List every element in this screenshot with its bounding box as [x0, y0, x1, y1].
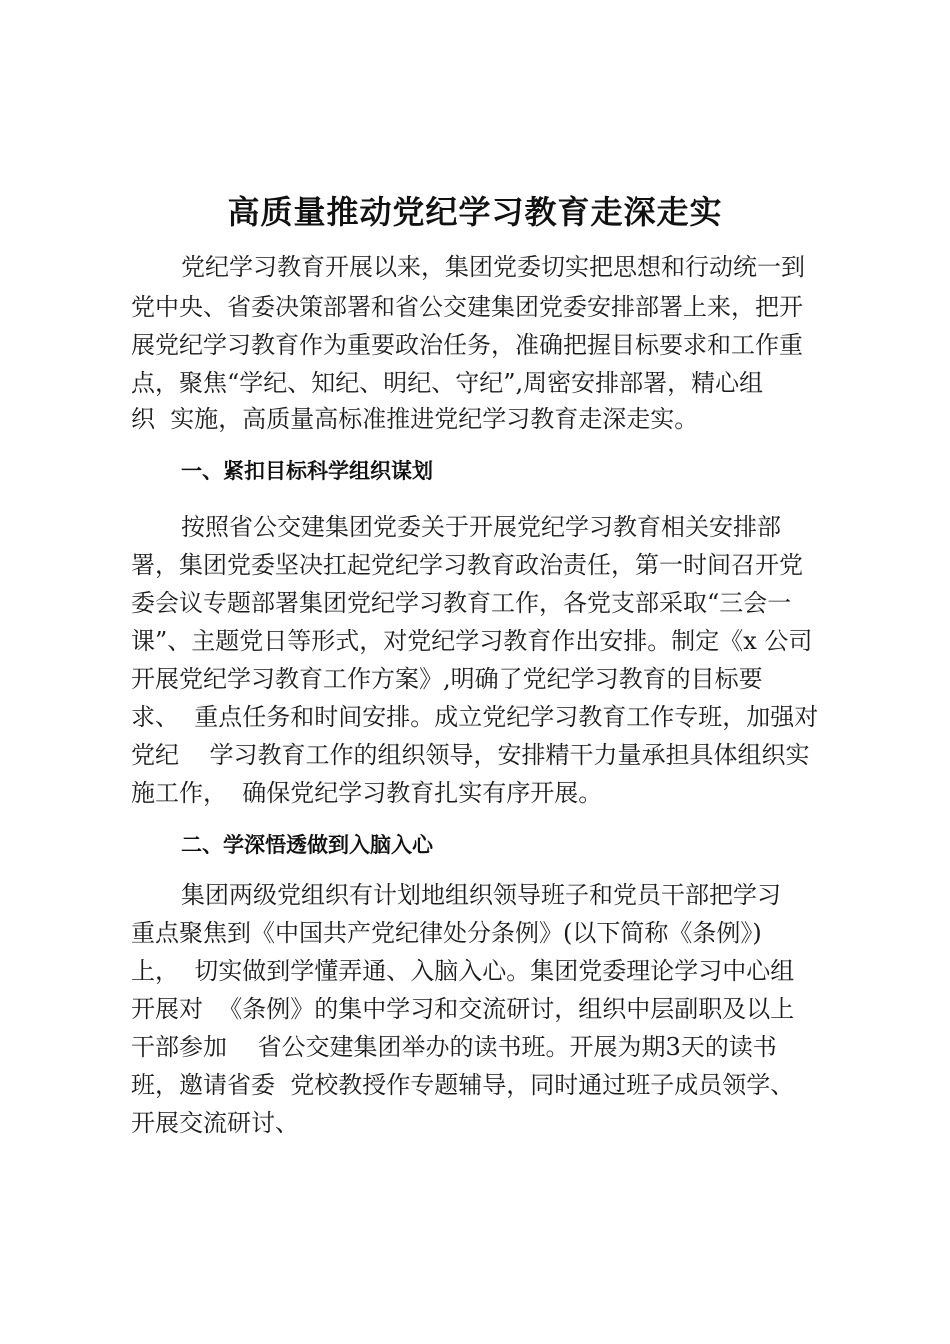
paragraph-1-line-5: 织 实施，高质量高标准推进党纪学习教育走深走实。 [131, 405, 699, 433]
paragraph-2-line-7: 党纪 学习教育工作的组织领导，安排精干力量承担具体组织实 [131, 741, 810, 769]
paragraph-2-line-3: 委会议专题部署集团党纪学习教育工作，各党支部采取“三会一 [131, 589, 792, 617]
paragraph-3-line-5: 干部参加 省公交建集团举办的读书班。开展为期3天的读书 [131, 1033, 777, 1061]
paragraph-2-line-6: 求、 重点任务和时间安排。成立党纪学习教育工作专班，加强对 [131, 703, 819, 731]
paragraph-2-line-8: 施工作， 确保党纪学习教育扎实有序开展。 [131, 779, 603, 807]
paragraph-3-line-4: 开展对 《条例》的集中学习和交流研讨，组织中层副职及以上 [131, 995, 795, 1023]
paragraph-1-line-3: 展党纪学习教育作为重要政治任务，准确把握目标要求和工作重 [131, 331, 803, 359]
paragraph-3-line-3: 上， 切实做到学懂弄通、入脑入心。集团党委理论学习中心组 [131, 957, 795, 985]
paragraph-3-line-1: 集团两级党组织有计划地组织领导班子和党员干部把学习 [181, 881, 781, 909]
paragraph-2-line-1: 按照省公交建集团党委关于开展党纪学习教育相关安排部 [181, 513, 781, 541]
paragraph-1-line-1: 党纪学习教育开展以来，集团党委切实把思想和行动统一到 [181, 253, 805, 281]
paragraph-2-line-5: 开展党纪学习教育工作方案》,明确了党纪学习教育的目标要 [131, 665, 763, 693]
section-heading-1: 一、紧扣目标科学组织谋划 [181, 459, 433, 483]
paragraph-2-line-2: 署，集团党委坚决扛起党纪学习教育政治责任，第一时间召开党 [131, 551, 803, 579]
paragraph-3-line-6: 班，邀请省委 党校教授作专题辅导，同时通过班子成员领学、 [131, 1071, 795, 1099]
paragraph-3-line-7: 开展交流研讨、 [131, 1109, 299, 1137]
paragraph-1-line-4: 点，聚焦“学纪、知纪、明纪、守纪”,周密安排部署，精心组 [131, 369, 764, 397]
paragraph-3-line-2: 重点聚焦到《中国共产党纪律处分条例》(以下简称《条例》) [131, 919, 762, 947]
paragraph-1-line-2: 党中央、省委决策部署和省公交建集团党委安排部署上来，把开 [131, 293, 803, 321]
paragraph-2-line-4: 课”、主题党日等形式，对党纪学习教育作出安排。制定《x 公司 [131, 627, 813, 655]
document-title: 高质量推动党纪学习教育走深走实 [227, 193, 723, 231]
section-heading-2: 二、学深悟透做到入脑入心 [181, 833, 433, 857]
